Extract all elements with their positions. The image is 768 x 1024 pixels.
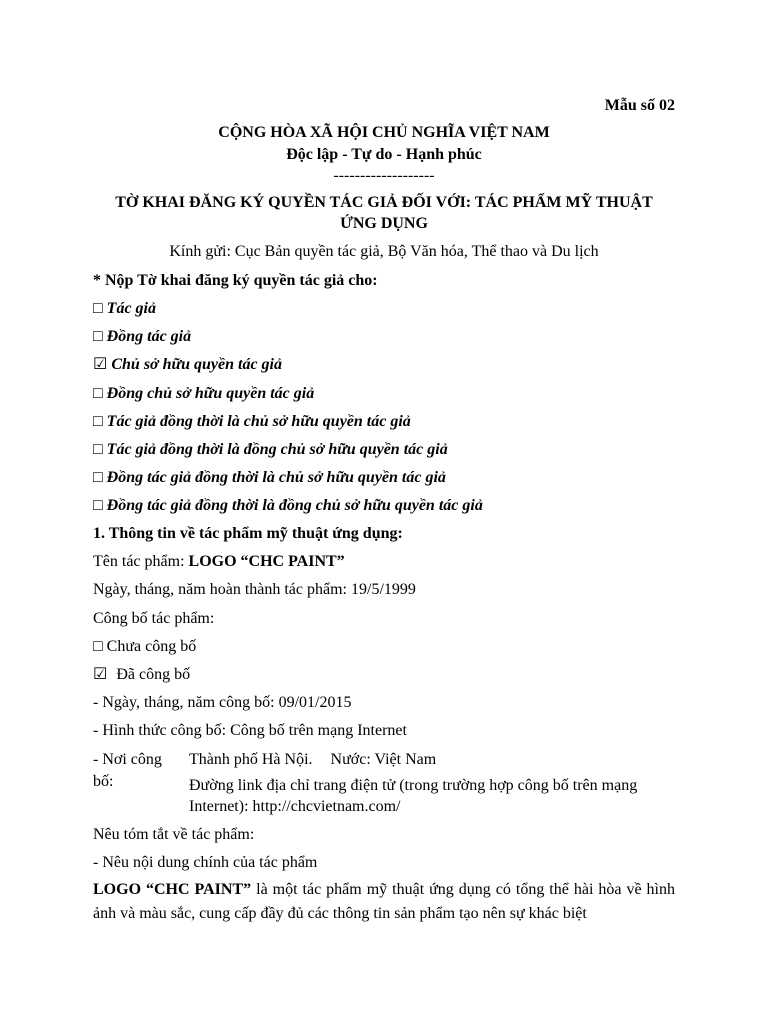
document-title-line-1: TỜ KHAI ĐĂNG KÝ QUYỀN TÁC GIẢ ĐỐI VỚI: TÁC PHẨM MỸ THUẬT <box>115 194 653 211</box>
checkbox-empty-icon[interactable]: □ <box>93 300 103 317</box>
place-city: Thành phố Hà Nội. <box>189 751 313 768</box>
national-motto: Độc lập - Tự do - Hạnh phúc <box>286 146 482 163</box>
option-dong-tac-gia <box>93 327 191 346</box>
publication-form: - Hình thức công bố: Công bố trên mạng Internet <box>93 722 407 739</box>
summary-paragraph <box>93 878 675 926</box>
summary-bold-title: LOGO “CHC PAINT” <box>93 881 252 898</box>
option-label: Chủ sở hữu quyền tác giả <box>111 356 282 373</box>
summary-content-label: - Nêu nội dung chính của tác phẩm <box>93 854 318 871</box>
publication-date: - Ngày, tháng, năm công bố: 09/01/2015 <box>93 694 352 711</box>
place-city-row <box>189 750 436 769</box>
work-name-label: Tên tác phẩm: <box>93 553 185 570</box>
option-not-published <box>93 637 196 656</box>
option-label: Tác giả đồng thời là đồng chủ sở hữu quyền tác giả <box>106 441 448 458</box>
option-label: Đồng tác giả đồng thời là chủ sở hữu quyền tác giả <box>106 469 446 486</box>
option-label: Tác giả đồng thời là chủ sở hữu quyền tác giả <box>106 413 411 430</box>
checkbox-empty-icon[interactable]: □ <box>93 328 103 345</box>
section-1-heading: 1. Thông tin về tác phẩm mỹ thuật ứng dụng: <box>93 525 403 542</box>
summary-label: Nêu tóm tắt về tác phẩm: <box>93 826 255 843</box>
place-label: - Nơi công bố: <box>93 751 162 790</box>
checkbox-empty-icon[interactable]: □ <box>93 497 103 514</box>
option-label: Đồng tác giả đồng thời là đồng chủ sở hữu quyền tác giả <box>106 497 483 514</box>
place-country: Nước: Việt Nam <box>330 751 437 768</box>
checkbox-empty-icon[interactable]: □ <box>93 441 103 458</box>
option-dong-chu-so-huu <box>93 384 314 403</box>
checkbox-empty-icon[interactable]: □ <box>93 413 103 430</box>
option-dong-tac-gia-chu-so-huu <box>93 468 446 487</box>
summary-text: là một tác phẩm mỹ thuật ứng dụng có tổng thể hài hòa về hình ảnh và màu sắc, cung cấp đầy đủ các thông tin sản phẩm tạo nên sự khác biệt <box>93 881 676 922</box>
work-name-row <box>93 552 345 571</box>
checkbox-empty-icon[interactable]: □ <box>93 385 103 402</box>
completion-date: Ngày, tháng, năm hoàn thành tác phẩm: 19/5/1999 <box>93 581 416 598</box>
work-name-value: LOGO “CHC PAINT” <box>188 553 345 570</box>
option-chu-so-huu <box>93 355 282 374</box>
checkbox-empty-icon[interactable]: □ <box>93 469 103 486</box>
option-label: Tác giả <box>106 300 156 317</box>
option-label: Đồng tác giả <box>106 328 192 345</box>
option-label: Chưa công bố <box>106 638 197 655</box>
option-tac-gia-chu-so-huu <box>93 412 411 431</box>
checkbox-checked-icon[interactable]: ☑ <box>93 666 108 683</box>
option-published <box>93 665 190 684</box>
place-link: Đường link địa chỉ trang điện tử (trong trường hợp công bố trên mạng Internet): http://chcvietnam.com/ <box>189 777 638 815</box>
checkbox-checked-icon[interactable]: ☑ <box>93 356 108 373</box>
form-number: Mẫu số 02 <box>604 97 675 114</box>
option-dong-tac-gia-dong-chu-so-huu <box>93 496 483 515</box>
option-label: Đã công bố <box>116 666 191 683</box>
submit-heading: * Nộp Tờ khai đăng ký quyền tác giả cho: <box>93 272 378 289</box>
option-tac-gia <box>93 299 156 318</box>
addressee: Kính gửi: Cục Bản quyền tác giả, Bộ Văn hóa, Thể thao và Du lịch <box>169 243 599 260</box>
option-tac-gia-dong-chu-so-huu <box>93 440 448 459</box>
country-name: CỘNG HÒA XÃ HỘI CHỦ NGHĨA VIỆT NAM <box>218 124 550 141</box>
option-label: Đồng chủ sở hữu quyền tác giả <box>106 385 315 402</box>
header-divider: ------------------- <box>333 167 435 184</box>
publication-label: Công bố tác phẩm: <box>93 610 215 627</box>
document-title-line-2: ỨNG DỤNG <box>340 215 428 232</box>
checkbox-empty-icon[interactable]: □ <box>93 638 103 655</box>
